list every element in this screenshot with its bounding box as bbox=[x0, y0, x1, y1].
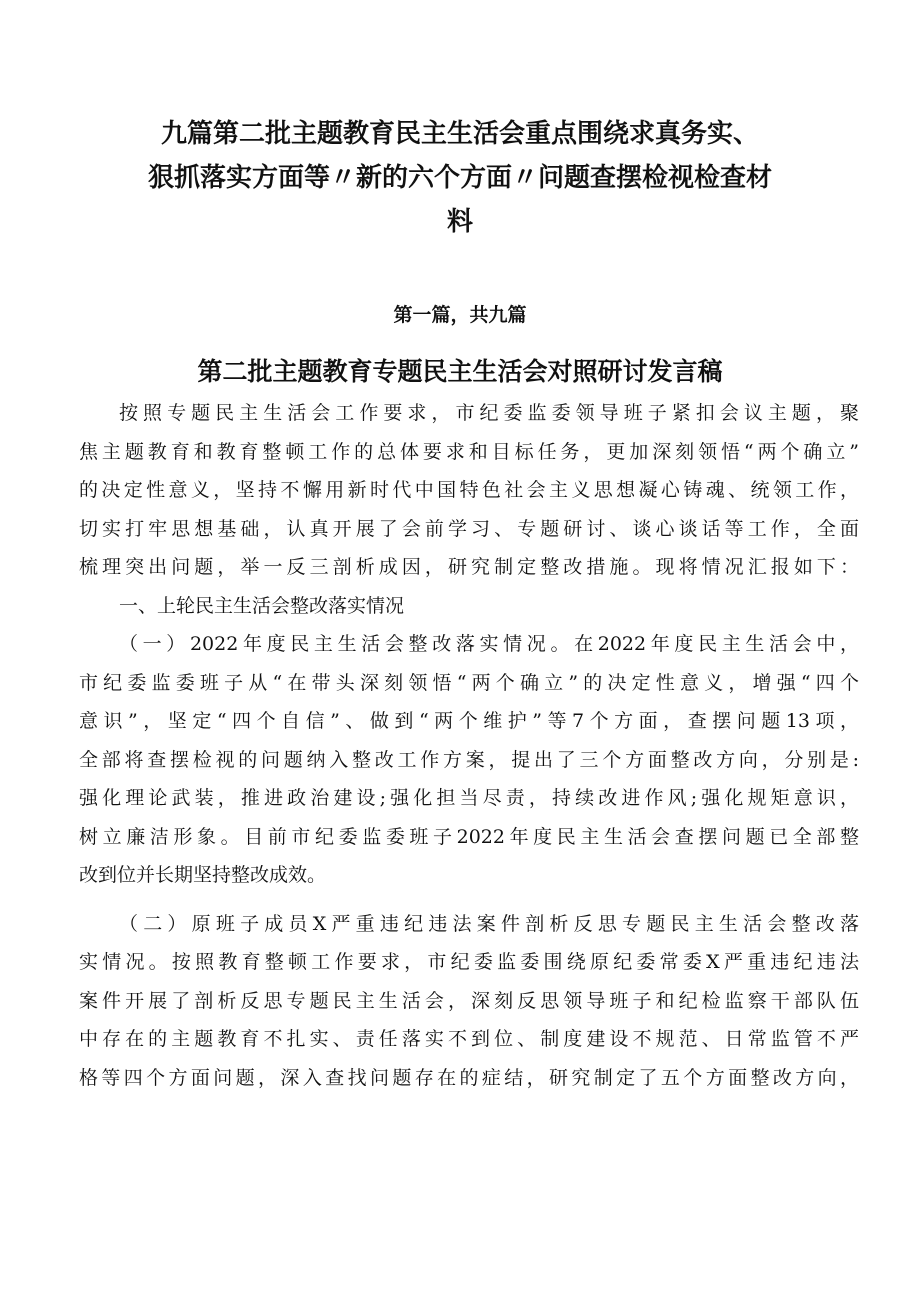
text-line: 的决定性意义，坚持不懈用新时代中国特色社会主义思想凝心铸魂、统领工作， bbox=[79, 479, 859, 501]
part-label: 第一篇，共九篇 bbox=[393, 304, 527, 326]
text-line: 案件开展了剖析反思专题民主生活会，深刻反思领导班子和纪检监察干部队伍 bbox=[79, 989, 859, 1012]
text-line: （二）原班子成员X严重违纪违法案件剖析反思专题民主生活会整改落 bbox=[119, 912, 859, 935]
text-line: 全部将查摆检视的问题纳入整改工作方案，提出了三个方面整改方向，分别是: bbox=[79, 748, 859, 771]
paragraph-gap bbox=[79, 895, 859, 905]
document-title bbox=[120, 112, 800, 244]
paragraph bbox=[79, 905, 859, 1098]
document-body bbox=[79, 394, 859, 1097]
paragraph bbox=[79, 625, 859, 895]
text-line: 格等四个方面问题，深入查找问题存在的症结，研究制定了五个方面整改方向， bbox=[79, 1066, 859, 1089]
title-line: 料 bbox=[446, 207, 473, 237]
text-line: 中存在的主题教育不扎实、责任落实不到位、制度建设不规范、日常监管不严 bbox=[79, 1028, 859, 1050]
text-line: 市纪委监委班子从“在带头深刻领悟“两个确立”的决定性意义，增强“四个 bbox=[79, 671, 859, 694]
section-title: 第二批主题教育专题民主生活会对照研讨发言稿 bbox=[197, 357, 723, 386]
text-line: 一、上轮民主生活会整改落实情况 bbox=[119, 594, 405, 617]
text-line: 梳理突出问题，举一反三剖析成因，研究制定整改措施。现将情况汇报如下： bbox=[79, 556, 859, 578]
text-line: 按照专题民主生活会工作要求，市纪委监委领导班子紧扣会议主题，聚 bbox=[119, 402, 859, 424]
title-line: 九篇第二批主题教育民主生活会重点围绕求真务实、 bbox=[160, 119, 759, 149]
text-line: 改到位并长期坚持整改成效。 bbox=[79, 864, 327, 886]
text-line: （一）2022年度民主生活会整改落实情况。在2022年度民主生活会中， bbox=[119, 633, 859, 655]
text-line: 意识”，坚定“四个自信”、做到“两个维护”等7个方面，查摆问题13项， bbox=[79, 710, 859, 732]
title-line: 狠抓落实方面等〃新的六个方面〃问题查摆检视检查材 bbox=[147, 163, 772, 193]
text-line: 强化理论武装，推进政治建设;强化担当尽责，持续改进作风;强化规矩意识， bbox=[79, 787, 859, 809]
section-heading bbox=[79, 587, 859, 626]
text-line: 树立廉洁形象。目前市纪委监委班子2022年度民主生活会查摆问题已全部整 bbox=[79, 825, 859, 848]
text-line: 实情况。按照教育整顿工作要求，市纪委监委围绕原纪委常委X严重违纪违法 bbox=[79, 951, 859, 973]
paragraph bbox=[79, 394, 859, 587]
text-line: 切实打牢思想基础，认真开展了会前学习、专题研讨、谈心谈话等工作，全面 bbox=[79, 517, 859, 540]
text-line: 焦主题教育和教育整顿工作的总体要求和目标任务，更加深刻领悟“两个确立” bbox=[79, 440, 859, 463]
